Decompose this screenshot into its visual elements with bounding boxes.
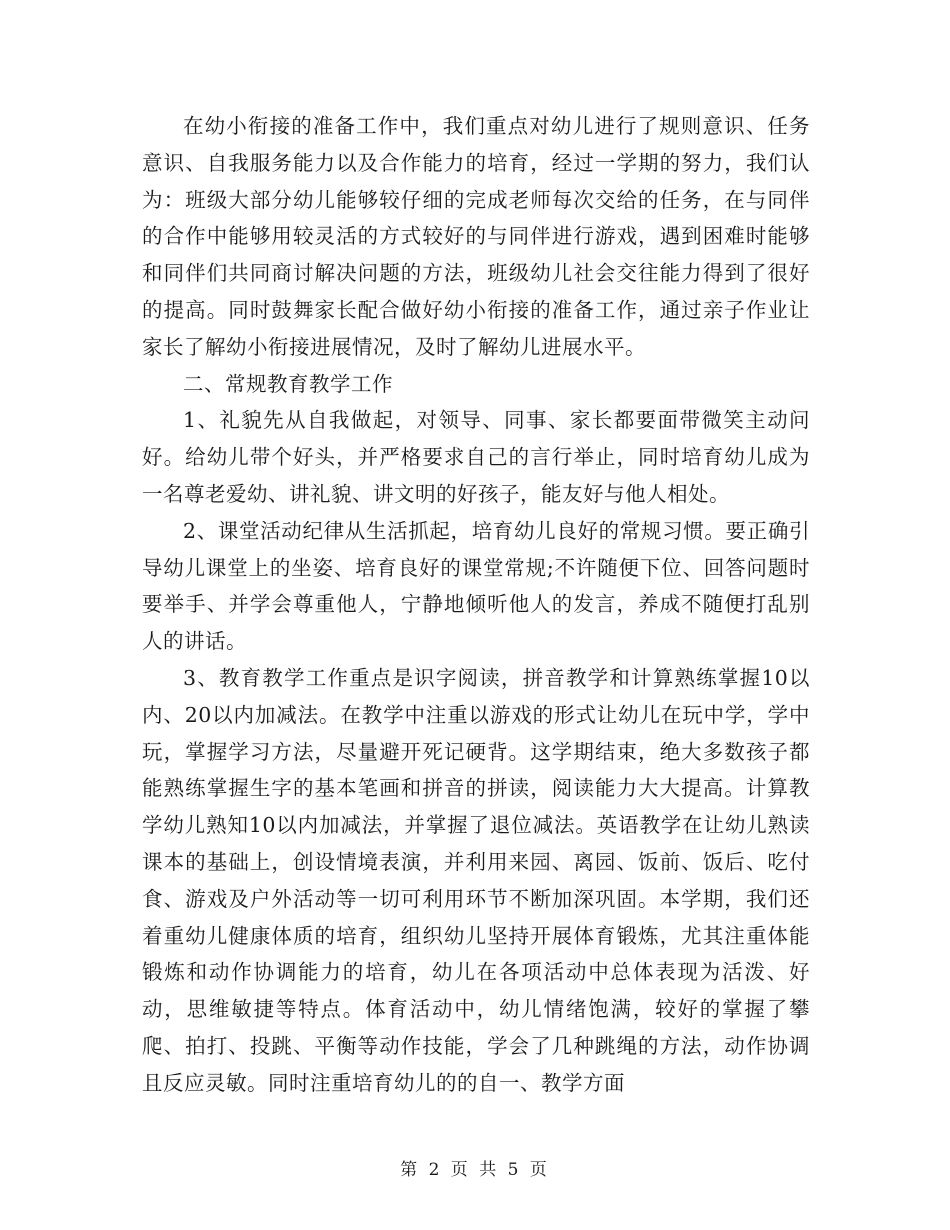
paragraph-transition-prep: 在幼小衔接的准备工作中，我们重点对幼儿进行了规则意识、任务意识、自我服务能力以及合作能力的培育，经过一学期的努力，我们认为：班级大部分幼儿能够较仔细的完成老师每次交给的任务，在与同伴的合作中能够用较灵活的方式较好的与同伴进行游戏，遇到困难时能够和同伴们共同商讨解决问题的方法，班级幼儿社会交往能力得到了很好的提高。同时鼓舞家长配合做好幼小衔接的准备工作，通过亲子作业让家长了解幼小衔接进展情况，及时了解幼儿进展水平。 <box>142 114 810 359</box>
paragraph-item-1-manners: 1、礼貌先从自我做起，对领导、同事、家长都要面带微笑主动问好。给幼儿带个好头，并严格要求自己的言行举止，同时培育幼儿成为一名尊老爱幼、讲礼貌、讲文明的好孩子，能友好与他人相处。 <box>142 408 810 506</box>
page-number-footer: 第 2 页 共 5 页 <box>400 1160 550 1180</box>
document-body <box>142 108 810 1102</box>
paragraph-item-3-teaching-focus: 3、教育教学工作重点是识字阅读，拼音教学和计算熟练掌握10以内、20以内加减法。在教学中注重以游戏的形式让幼儿在玩中学，学中玩，掌握学习方法，尽量避开死记硬背。这学期结束，绝大多数孩子都能熟练掌握生字的基本笔画和拼音的拼读，阅读能力大大提高。计算教学幼儿熟知10以内加减法，并掌握了退位减法。英语教学在让幼儿熟读课本的基础上，创设情境表演，并利用来园、离园、饭前、饭后、吃付食、游戏及户外活动等一切可利用环节不断加深巩固。本学期，我们还着重幼儿健康体质的培育，组织幼儿坚持开展体育锻炼，尤其注重体能锻炼和动作协调能力的培育，幼儿在各项活动中总体表现为活泼、好动，思维敏捷等特点。体育活动中，幼儿情绪饱满，较好的掌握了攀爬、拍打、投跳、平衡等动作技能，学会了几种跳绳的方法，动作协调且反应灵敏。同时注重培育幼儿的的自一、教学方面 <box>142 665 810 1095</box>
paragraph-item-2-discipline: 2、课堂活动纪律从生活抓起，培育幼儿良好的常规习惯。要正确引导幼儿课堂上的坐姿、培育良好的课堂常规;不许随便下位、回答问题时要举手、并学会尊重他人，宁静地倾听他人的发言，养成不随便打乱别人的讲话。 <box>142 518 810 654</box>
section-heading-routine-teaching: 二、常规教育教学工作 <box>183 371 393 396</box>
